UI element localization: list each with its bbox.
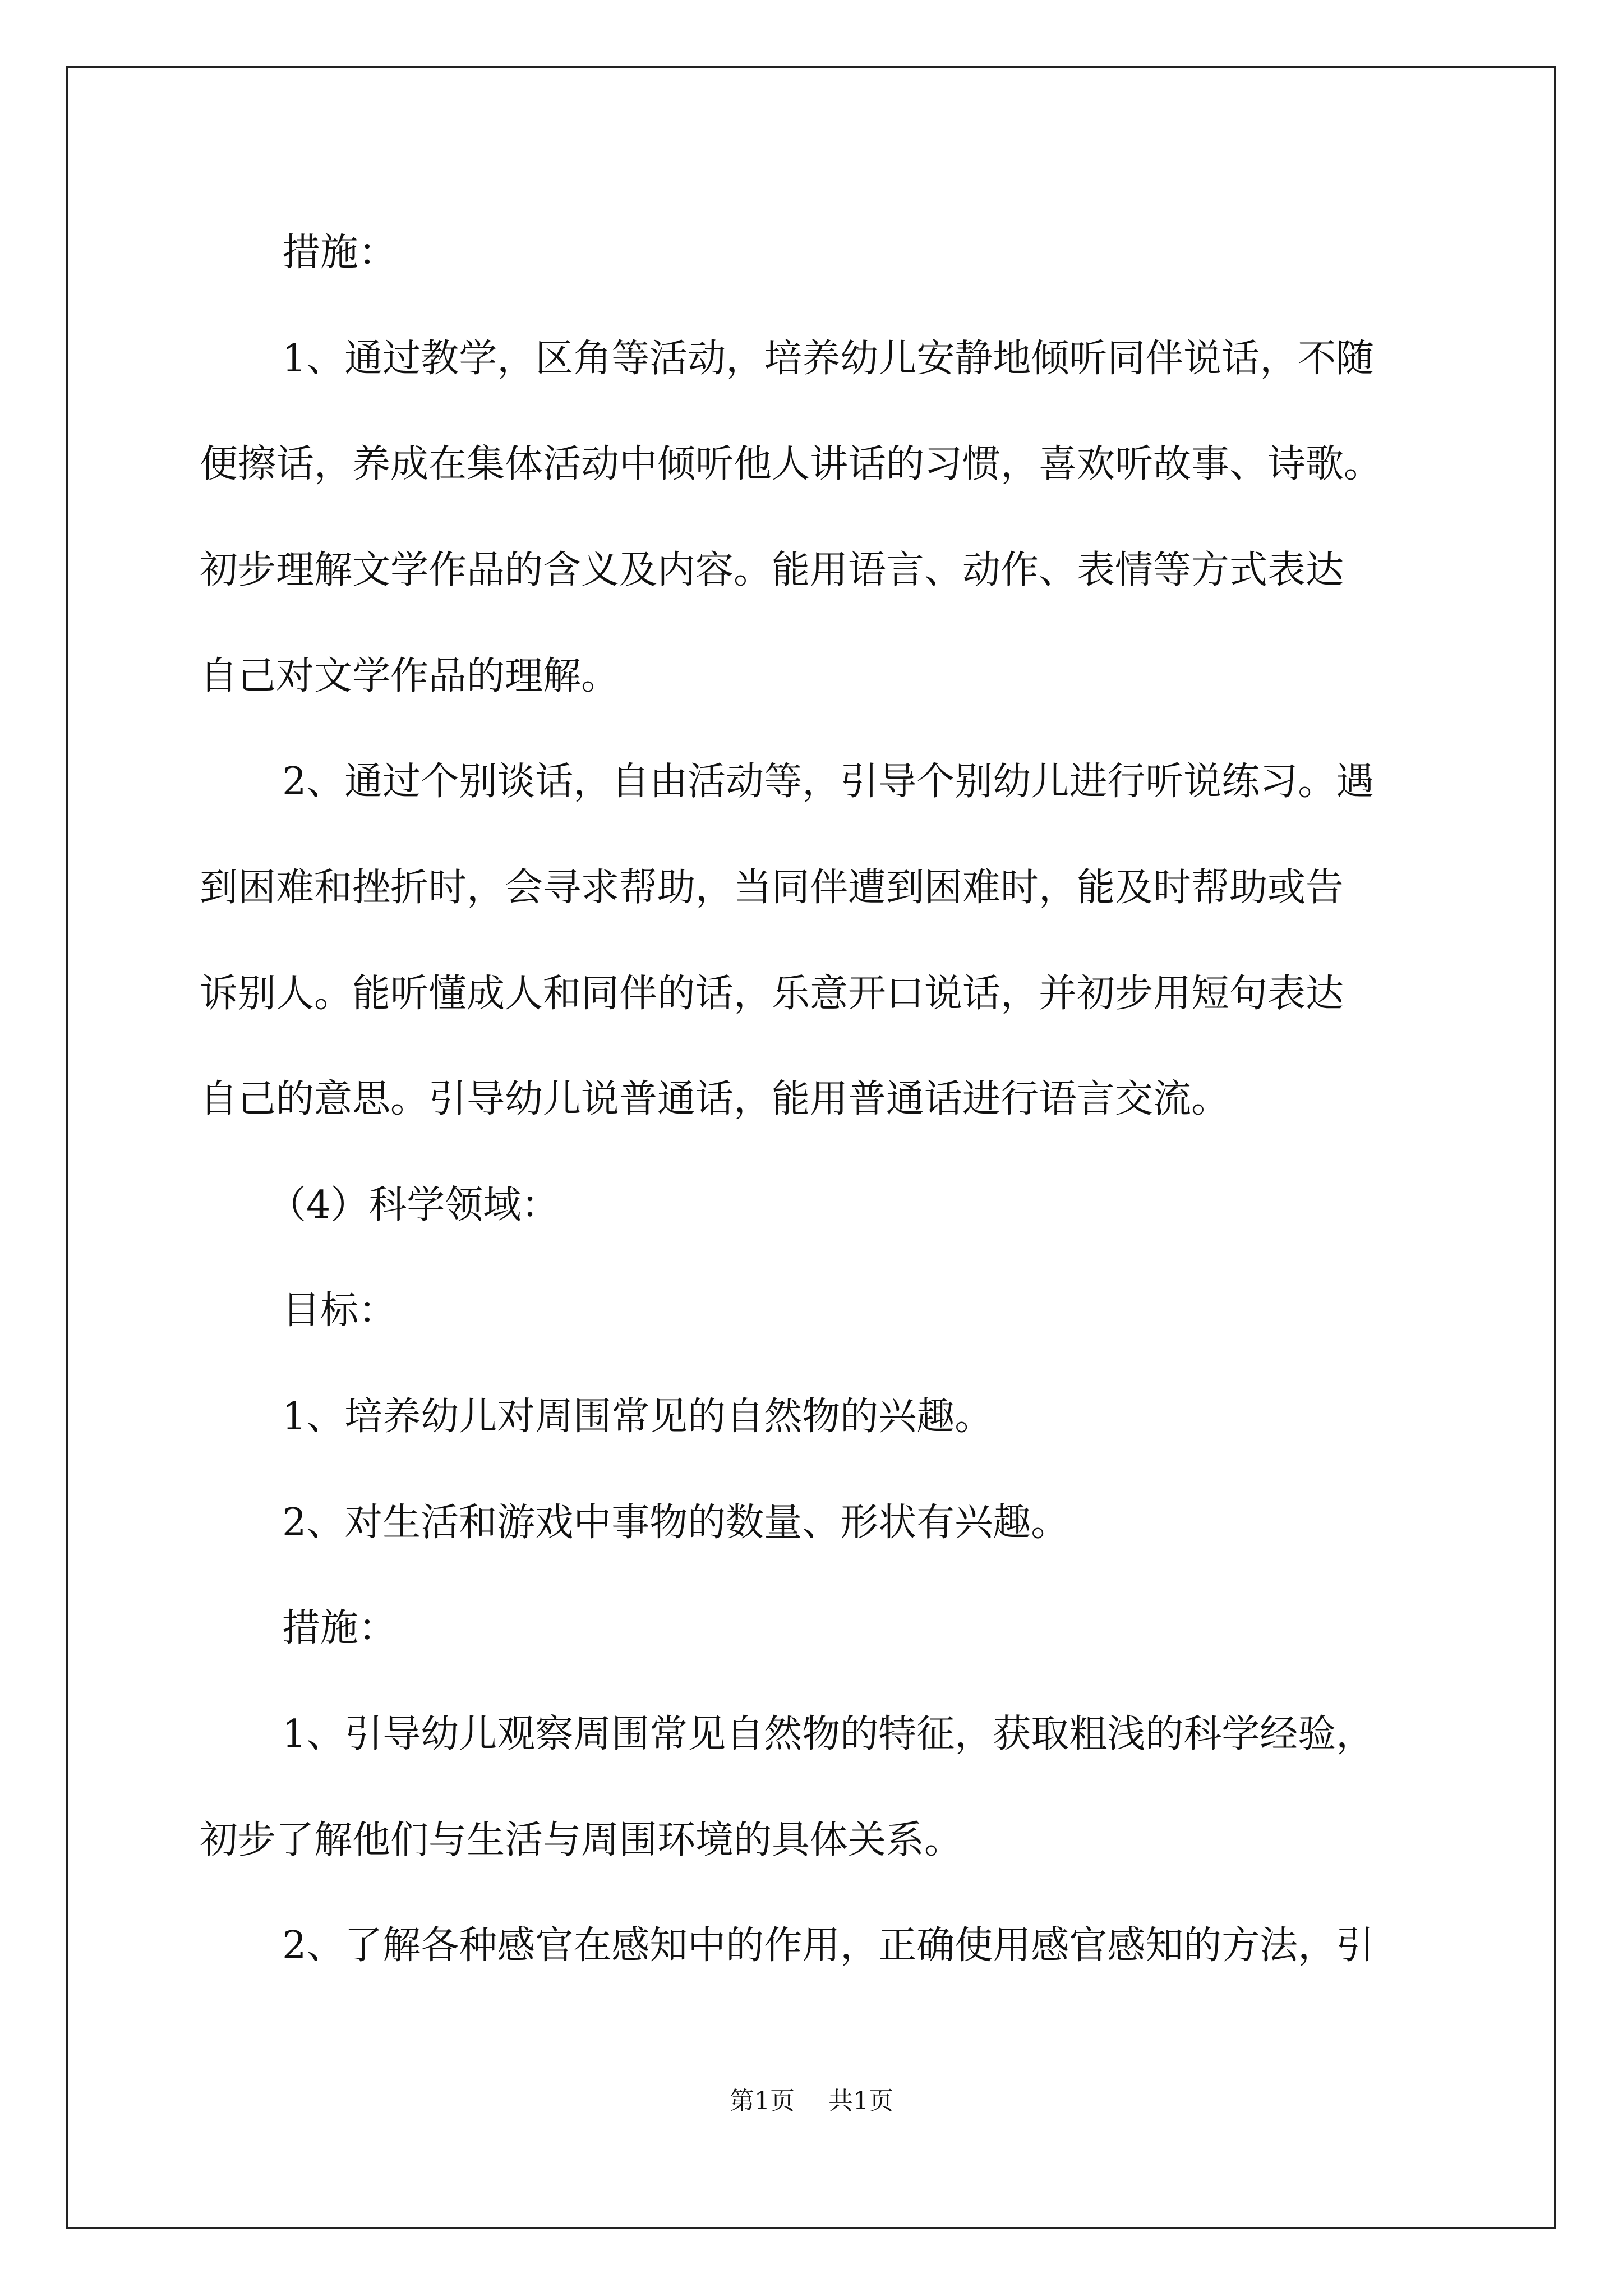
text-line: 目标： — [282, 1289, 397, 1333]
text-line: 初步理解文学作品的含义及内容。能用语言、动作、表情等方式表达 — [200, 548, 1344, 592]
text-line: 1、引导幼儿观察周围常见自然物的特征，获取粗浅的科学经验， — [282, 1712, 1375, 1756]
section-heading: （4）科学领域： — [268, 1183, 560, 1227]
text-line: 到困难和挫折时，会寻求帮助，当同伴遭到困难时，能及时帮助或告 — [200, 866, 1344, 910]
text-line: 便擦话，养成在集体活动中倾听他人讲话的习惯，喜欢听故事、诗歌。 — [200, 442, 1382, 486]
page-number: 第1页 — [730, 2087, 795, 2115]
text-line: 自己的意思。引导幼儿说普通话，能用普通话进行语言交流。 — [200, 1077, 1230, 1121]
page-border — [66, 66, 1556, 2229]
text-line: 诉别人。能听懂成人和同伴的话，乐意开口说话，并初步用短句表达 — [200, 972, 1344, 1016]
text-line: 2、通过个别谈话，自由活动等，引导个别幼儿进行听说练习。遇 — [282, 760, 1375, 804]
text-line: 自己对文学作品的理解。 — [200, 654, 620, 698]
text-line: 2、了解各种感官在感知中的作用，正确使用感官感知的方法，引 — [282, 1924, 1375, 1968]
text-line: 措施： — [282, 231, 397, 275]
text-line: 措施： — [282, 1606, 397, 1650]
text-line: 1、培养幼儿对周围常见的自然物的兴趣。 — [282, 1395, 993, 1439]
page-total: 共1页 — [828, 2087, 893, 2115]
text-line: 1、通过教学，区角等活动，培养幼儿安静地倾听同伴说话，不随 — [282, 337, 1375, 381]
text-line: 2、对生活和游戏中事物的数量、形状有兴趣。 — [282, 1501, 1069, 1545]
page-footer — [0, 2086, 1623, 2117]
text-line: 初步了解他们与生活与周围环境的具体关系。 — [200, 1818, 963, 1862]
